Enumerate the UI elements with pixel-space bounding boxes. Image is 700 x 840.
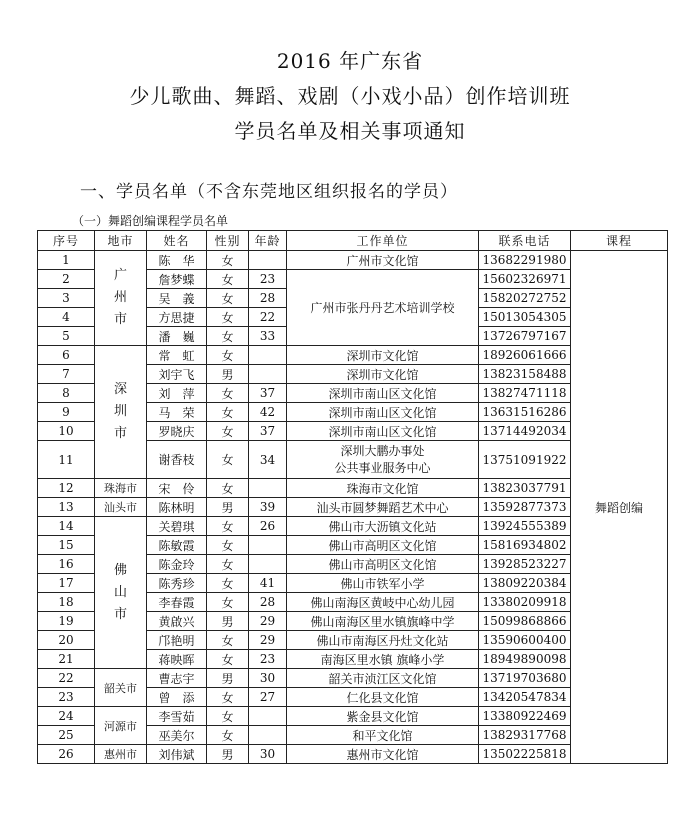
cell-no: 17 bbox=[38, 574, 95, 593]
cell-age bbox=[249, 479, 287, 498]
cell-unit-line1: 深圳大鹏办事处 bbox=[340, 443, 425, 458]
cell-name: 常 虹 bbox=[147, 346, 207, 365]
cell-name: 陈 华 bbox=[147, 251, 207, 270]
cell-name: 陈敏霞 bbox=[147, 536, 207, 555]
cell-region-shantou: 汕头市 bbox=[95, 498, 147, 517]
cell-gender: 女 bbox=[207, 650, 249, 669]
cell-name: 吴 義 bbox=[147, 289, 207, 308]
cell-phone: 13751091922 bbox=[479, 441, 571, 479]
cell-age: 37 bbox=[249, 384, 287, 403]
cell-no: 9 bbox=[38, 403, 95, 422]
cell-no: 15 bbox=[38, 536, 95, 555]
cell-name: 谢香枝 bbox=[147, 441, 207, 479]
cell-no: 4 bbox=[38, 308, 95, 327]
table-row bbox=[38, 251, 668, 270]
student-roster-table bbox=[37, 230, 668, 764]
cell-phone: 18949890098 bbox=[479, 650, 571, 669]
cell-gender: 女 bbox=[207, 631, 249, 650]
cell-no: 26 bbox=[38, 745, 95, 764]
cell-unit: 仁化县文化馆 bbox=[287, 688, 479, 707]
cell-no: 19 bbox=[38, 612, 95, 631]
cell-unit: 广州市文化馆 bbox=[287, 251, 479, 270]
cell-phone: 13829317768 bbox=[479, 726, 571, 745]
cell-gender: 女 bbox=[207, 726, 249, 745]
cell-region-zhuhai: 珠海市 bbox=[95, 479, 147, 498]
cell-age bbox=[249, 251, 287, 270]
cell-gender: 男 bbox=[207, 612, 249, 631]
cell-unit: 佛山市高明区文化馆 bbox=[287, 536, 479, 555]
cell-unit: 深圳市文化馆 bbox=[287, 346, 479, 365]
cell-gender: 女 bbox=[207, 555, 249, 574]
cell-phone: 15013054305 bbox=[479, 308, 571, 327]
cell-phone: 13502225818 bbox=[479, 745, 571, 764]
cell-age bbox=[249, 365, 287, 384]
cell-no: 25 bbox=[38, 726, 95, 745]
cell-age: 34 bbox=[249, 441, 287, 479]
cell-name: 刘 萍 bbox=[147, 384, 207, 403]
cell-age: 33 bbox=[249, 327, 287, 346]
cell-name: 曹志宇 bbox=[147, 669, 207, 688]
cell-phone: 15816934802 bbox=[479, 536, 571, 555]
section-heading: 一、学员名单（不含东莞地区组织报名的学员） bbox=[80, 182, 458, 202]
cell-name: 马 荣 bbox=[147, 403, 207, 422]
cell-unit: 汕头市圆梦舞蹈艺术中心 bbox=[287, 498, 479, 517]
cell-no: 3 bbox=[38, 289, 95, 308]
cell-region-guangzhou: 广州市 bbox=[95, 251, 147, 346]
cell-name: 宋 伶 bbox=[147, 479, 207, 498]
cell-gender: 男 bbox=[207, 669, 249, 688]
cell-phone: 13726797167 bbox=[479, 327, 571, 346]
cell-phone: 13682291980 bbox=[479, 251, 571, 270]
cell-phone: 13420547834 bbox=[479, 688, 571, 707]
cell-gender: 女 bbox=[207, 593, 249, 612]
header-no: 序号 bbox=[38, 231, 95, 251]
cell-phone: 13714492034 bbox=[479, 422, 571, 441]
cell-name: 陈秀珍 bbox=[147, 574, 207, 593]
title-year-line: 2016 年广东省 bbox=[276, 49, 424, 73]
cell-name: 黄啟兴 bbox=[147, 612, 207, 631]
cell-no: 6 bbox=[38, 346, 95, 365]
cell-no: 2 bbox=[38, 270, 95, 289]
cell-name: 蒋映晖 bbox=[147, 650, 207, 669]
subsection-heading: （一）舞蹈创编课程学员名单 bbox=[72, 214, 229, 228]
cell-age: 23 bbox=[249, 650, 287, 669]
cell-name: 刘宇飞 bbox=[147, 365, 207, 384]
cell-name: 陈金玲 bbox=[147, 555, 207, 574]
cell-name: 李春霞 bbox=[147, 593, 207, 612]
header-age: 年龄 bbox=[249, 231, 287, 251]
cell-phone: 13924555389 bbox=[479, 517, 571, 536]
cell-gender: 女 bbox=[207, 327, 249, 346]
cell-unit: 紫金县文化馆 bbox=[287, 707, 479, 726]
cell-phone: 13592877373 bbox=[479, 498, 571, 517]
cell-gender: 男 bbox=[207, 498, 249, 517]
cell-unit: 韶关市浈江区文化馆 bbox=[287, 669, 479, 688]
cell-no: 7 bbox=[38, 365, 95, 384]
cell-age: 30 bbox=[249, 669, 287, 688]
cell-region-huizhou: 惠州市 bbox=[95, 745, 147, 764]
cell-no: 20 bbox=[38, 631, 95, 650]
cell-unit: 佛山市高明区文化馆 bbox=[287, 555, 479, 574]
cell-phone: 13719703680 bbox=[479, 669, 571, 688]
cell-name: 李雪茹 bbox=[147, 707, 207, 726]
cell-gender: 女 bbox=[207, 384, 249, 403]
cell-no: 24 bbox=[38, 707, 95, 726]
header-phone: 联系电话 bbox=[479, 231, 571, 251]
cell-unit: 佛山市大沥镇文化站 bbox=[287, 517, 479, 536]
cell-gender: 女 bbox=[207, 251, 249, 270]
cell-age bbox=[249, 536, 287, 555]
header-unit: 工作单位 bbox=[287, 231, 479, 251]
cell-phone: 15602326971 bbox=[479, 270, 571, 289]
cell-name: 曾 添 bbox=[147, 688, 207, 707]
cell-name: 邝艳明 bbox=[147, 631, 207, 650]
cell-phone: 15820272752 bbox=[479, 289, 571, 308]
cell-no: 23 bbox=[38, 688, 95, 707]
cell-unit: 广州市张丹丹艺术培训学校 bbox=[287, 270, 479, 346]
cell-no: 22 bbox=[38, 669, 95, 688]
cell-gender: 女 bbox=[207, 707, 249, 726]
cell-age bbox=[249, 346, 287, 365]
header-gender: 性别 bbox=[207, 231, 249, 251]
cell-no: 18 bbox=[38, 593, 95, 612]
header-name: 姓名 bbox=[147, 231, 207, 251]
cell-age: 27 bbox=[249, 688, 287, 707]
cell-region-shenzhen: 深圳市 bbox=[95, 346, 147, 479]
title-notice-line: 学员名单及相关事项通知 bbox=[234, 119, 466, 143]
cell-age: 30 bbox=[249, 745, 287, 764]
cell-course: 舞蹈创编 bbox=[571, 251, 668, 764]
cell-age bbox=[249, 555, 287, 574]
cell-age bbox=[249, 726, 287, 745]
cell-age: 29 bbox=[249, 612, 287, 631]
cell-name: 罗晓庆 bbox=[147, 422, 207, 441]
cell-name: 巫美尔 bbox=[147, 726, 207, 745]
cell-no: 11 bbox=[38, 441, 95, 479]
cell-no: 12 bbox=[38, 479, 95, 498]
title-course-line: 少儿歌曲、舞蹈、戏剧（小戏小品）创作培训班 bbox=[129, 84, 571, 108]
cell-unit: 深圳市南山区文化馆 bbox=[287, 403, 479, 422]
cell-no: 21 bbox=[38, 650, 95, 669]
cell-name: 关碧琪 bbox=[147, 517, 207, 536]
cell-phone: 13590600400 bbox=[479, 631, 571, 650]
cell-gender: 女 bbox=[207, 517, 249, 536]
cell-unit: 南海区里水镇 旗峰小学 bbox=[287, 650, 479, 669]
cell-name: 刘伟斌 bbox=[147, 745, 207, 764]
cell-name: 陈林明 bbox=[147, 498, 207, 517]
cell-phone: 15099868866 bbox=[479, 612, 571, 631]
cell-phone: 13823037791 bbox=[479, 479, 571, 498]
cell-name: 方思捷 bbox=[147, 308, 207, 327]
cell-unit bbox=[287, 441, 479, 479]
cell-phone: 13809220384 bbox=[479, 574, 571, 593]
cell-unit: 深圳市南山区文化馆 bbox=[287, 384, 479, 403]
cell-no: 16 bbox=[38, 555, 95, 574]
cell-unit: 珠海市文化馆 bbox=[287, 479, 479, 498]
cell-no: 14 bbox=[38, 517, 95, 536]
cell-age: 42 bbox=[249, 403, 287, 422]
cell-phone: 13928523227 bbox=[479, 555, 571, 574]
cell-name: 詹梦蝶 bbox=[147, 270, 207, 289]
cell-gender: 女 bbox=[207, 346, 249, 365]
cell-age: 26 bbox=[249, 517, 287, 536]
cell-age: 28 bbox=[249, 289, 287, 308]
cell-gender: 女 bbox=[207, 441, 249, 479]
cell-age: 22 bbox=[249, 308, 287, 327]
cell-region-foshan: 佛山市 bbox=[95, 517, 147, 669]
header-city: 地市 bbox=[95, 231, 147, 251]
cell-no: 1 bbox=[38, 251, 95, 270]
cell-phone: 13380922469 bbox=[479, 707, 571, 726]
cell-unit: 佛山南海区黄岐中心幼儿园 bbox=[287, 593, 479, 612]
cell-gender: 女 bbox=[207, 536, 249, 555]
document-title bbox=[0, 44, 700, 149]
cell-unit: 佛山市南海区丹灶文化站 bbox=[287, 631, 479, 650]
cell-phone: 13380209918 bbox=[479, 593, 571, 612]
cell-gender: 男 bbox=[207, 365, 249, 384]
cell-age bbox=[249, 707, 287, 726]
cell-phone: 13823158488 bbox=[479, 365, 571, 384]
cell-region-shaoguan: 韶关市 bbox=[95, 669, 147, 707]
cell-no: 8 bbox=[38, 384, 95, 403]
cell-unit: 深圳市南山区文化馆 bbox=[287, 422, 479, 441]
cell-no: 10 bbox=[38, 422, 95, 441]
cell-unit: 佛山市铁军小学 bbox=[287, 574, 479, 593]
table-header-row bbox=[38, 231, 668, 251]
cell-age: 41 bbox=[249, 574, 287, 593]
cell-name: 潘 巍 bbox=[147, 327, 207, 346]
cell-phone: 18926061666 bbox=[479, 346, 571, 365]
cell-gender: 女 bbox=[207, 688, 249, 707]
cell-no: 13 bbox=[38, 498, 95, 517]
cell-unit: 深圳市文化馆 bbox=[287, 365, 479, 384]
cell-gender: 女 bbox=[207, 574, 249, 593]
cell-gender: 女 bbox=[207, 270, 249, 289]
cell-unit: 和平文化馆 bbox=[287, 726, 479, 745]
cell-phone: 13827471118 bbox=[479, 384, 571, 403]
cell-age: 28 bbox=[249, 593, 287, 612]
cell-gender: 女 bbox=[207, 289, 249, 308]
cell-gender: 女 bbox=[207, 422, 249, 441]
cell-gender: 女 bbox=[207, 479, 249, 498]
cell-age: 39 bbox=[249, 498, 287, 517]
cell-region-heyuan: 河源市 bbox=[95, 707, 147, 745]
cell-phone: 13631516286 bbox=[479, 403, 571, 422]
cell-unit-line2: 公共事业服务中心 bbox=[334, 460, 431, 475]
cell-age: 23 bbox=[249, 270, 287, 289]
header-course: 课程 bbox=[571, 231, 668, 251]
cell-gender: 女 bbox=[207, 403, 249, 422]
cell-age: 37 bbox=[249, 422, 287, 441]
cell-age: 29 bbox=[249, 631, 287, 650]
cell-gender: 男 bbox=[207, 745, 249, 764]
cell-unit: 惠州市文化馆 bbox=[287, 745, 479, 764]
cell-gender: 女 bbox=[207, 308, 249, 327]
cell-no: 5 bbox=[38, 327, 95, 346]
cell-unit: 佛山南海区里水镇旗峰中学 bbox=[287, 612, 479, 631]
